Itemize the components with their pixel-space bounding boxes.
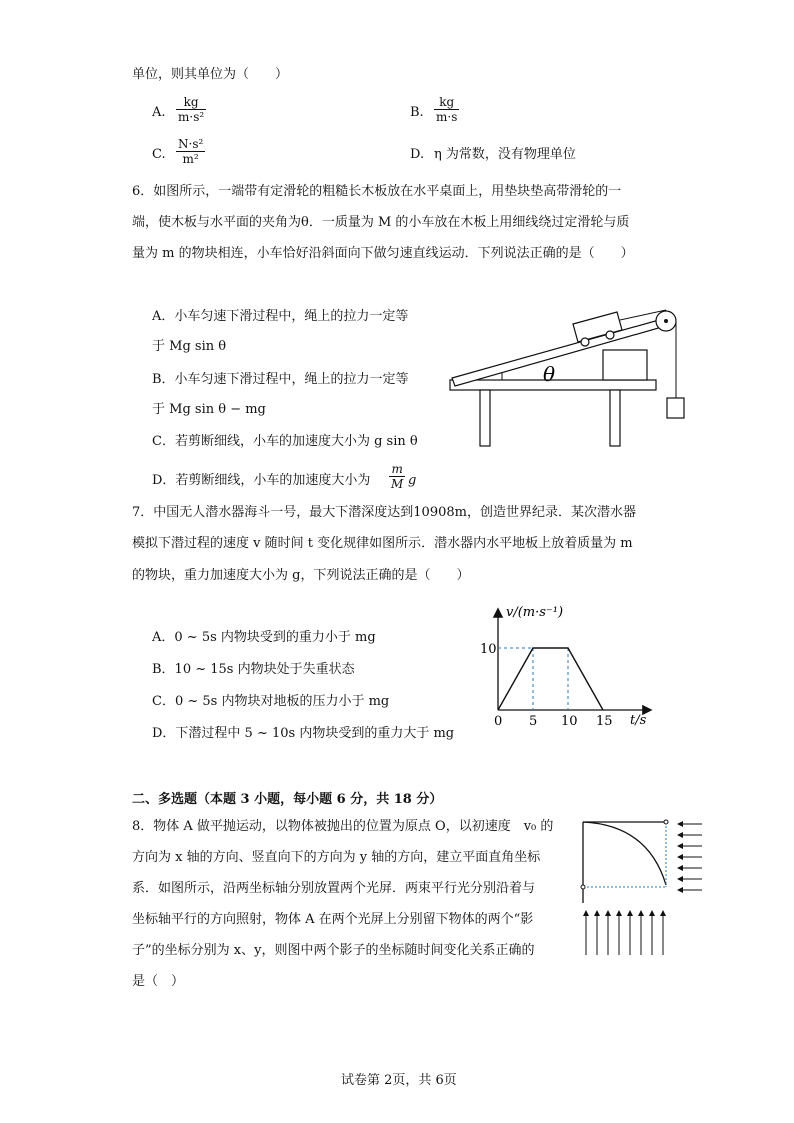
section-2-heading: 二、多选题（本题 3 小题，每小题 6 分，共 18 分） (132, 792, 443, 807)
q7-option-c: C．0 ~ 5s 内物块对地板的压力小于 mg (152, 694, 390, 709)
q8-stem-line-2: 方向为 x 轴的方向、竖直向下的方向为 y 轴的方向，建立平面直角坐标 (132, 850, 541, 865)
q5-option-d-text: η 为常数，没有物理单位 (434, 147, 576, 162)
q6-stem-line-2: 端，使木板与水平面的夹角为θ．一质量为 M 的小车放在木板上用细线绕过定滑轮与质 (132, 215, 630, 230)
x-axis-label: t/s (630, 713, 647, 728)
q5-option-a-fraction (176, 95, 206, 124)
x-tick-label: 5 (529, 714, 538, 729)
q7-stem-line-2: 模拟下潜过程的速度 v 随时间 t 变化规律如图所示．潜水器内水平地板上放着质量为 m (132, 536, 633, 551)
q7-stem-line-1: 7．中国无人潜水器海斗一号，最大下潜深度达到10908m，创造世界纪录．某次潜水器 (132, 505, 636, 520)
page-footer: 试卷第 2页，共 6页 (341, 1073, 457, 1088)
q5-b-numerator: kg (434, 95, 459, 110)
y-axis-label: v/(m·s⁻¹) (506, 605, 564, 620)
q6-option-b-line-1: B．小车匀速下滑过程中，绳上的拉力一定等 (152, 372, 409, 387)
q6-option-c: C．若剪断细线，小车的加速度大小为 g sin θ (152, 434, 418, 449)
theta-label: θ (543, 362, 556, 386)
q6-option-a-line-2: 于 Mg sin θ (152, 339, 227, 354)
horizontal-light-arrows (678, 824, 702, 890)
q6-d-numerator: m (389, 462, 405, 477)
q6-d-denominator: M (391, 477, 404, 491)
cart-wheel (606, 331, 614, 339)
incline-pulley-figure (440, 298, 690, 458)
q7-option-a: A．0 ~ 5s 内物块受到的重力小于 mg (152, 630, 376, 645)
q5-option-b-label: B. (410, 105, 424, 120)
q6-stem-line-3: 量为 m 的物块相连，小车恰好沿斜面向下做匀速直线运动．下列说法正确的是（ ） (132, 246, 634, 261)
q6-option-d: D．若剪断细线，小车的加速度大小为 (152, 473, 371, 488)
q8-stem-line-3: 系．如图所示，沿两坐标轴分别放置两个光屏．两束平行光分别沿着与 (132, 881, 536, 896)
q5-stem-tail: 单位，则其单位为（ ） (132, 67, 289, 82)
support-block (603, 350, 647, 380)
x-tick-label: 10 (561, 714, 578, 729)
projectile-shadow-figure (578, 815, 708, 965)
y-tick-label: 10 (480, 642, 497, 657)
q6-stem-line-1: 6．如图所示，一端带有定滑轮的粗糙长木板放在水平桌面上，用垫块垫高带滑轮的一 (132, 184, 622, 199)
velocity-series-line (498, 648, 603, 710)
q8-stem-line-4: 坐标轴平行的方向照射，物体 A 在两个光屏上分别留下物体的两个“影 (132, 912, 534, 927)
table-leg-left (480, 390, 490, 446)
velocity-time-chart (470, 600, 670, 730)
x-tick-label: 0 (494, 714, 503, 729)
q5-b-denominator: m·s (436, 110, 458, 124)
vertical-light-arrows (586, 911, 663, 955)
q6-option-a-line-1: A．小车匀速下滑过程中，绳上的拉力一定等 (152, 309, 409, 324)
q6-option-d-g: g (408, 473, 417, 488)
q5-option-c-fraction (176, 137, 205, 166)
q8-stem-line-6: 是（ ） (132, 974, 185, 989)
q5-option-a-label: A. (152, 105, 166, 120)
x-tick-label: 15 (596, 714, 613, 729)
q7-option-b: B．10 ~ 15s 内物块处于失重状态 (152, 662, 355, 677)
q5-c-numerator: N·s² (178, 137, 204, 151)
table-leg-right (610, 390, 620, 446)
q5-option-d-label: D. (410, 147, 425, 162)
q5-a-denominator: m·s² (178, 110, 205, 124)
q8-stem-line-1: 8．物体 A 做平抛运动，以物体被抛出的位置为原点 O，以初速度 v₀ 的 (132, 819, 554, 834)
q5-c-denominator: m² (182, 152, 199, 166)
q6-option-b-line-2: 于 Mg sin θ − mg (152, 402, 266, 417)
trajectory-curve (583, 822, 666, 885)
q6-option-d-fraction (389, 462, 405, 491)
q5-option-b-fraction (434, 95, 459, 124)
q7-stem-line-3: 的物块，重力加速度大小为 g，下列说法正确的是（ ） (132, 568, 470, 583)
q5-option-c-label: C. (152, 147, 166, 162)
hanging-weight (667, 398, 684, 418)
q7-option-d: D．下潜过程中 5 ~ 10s 内物块受到的重力大于 mg (152, 726, 455, 741)
q5-a-numerator: kg (176, 95, 206, 110)
q8-stem-line-5: 子”的坐标分别为 x、y，则图中两个影子的坐标随时间变化关系正确的 (132, 943, 535, 958)
cart-wheel (581, 338, 589, 346)
